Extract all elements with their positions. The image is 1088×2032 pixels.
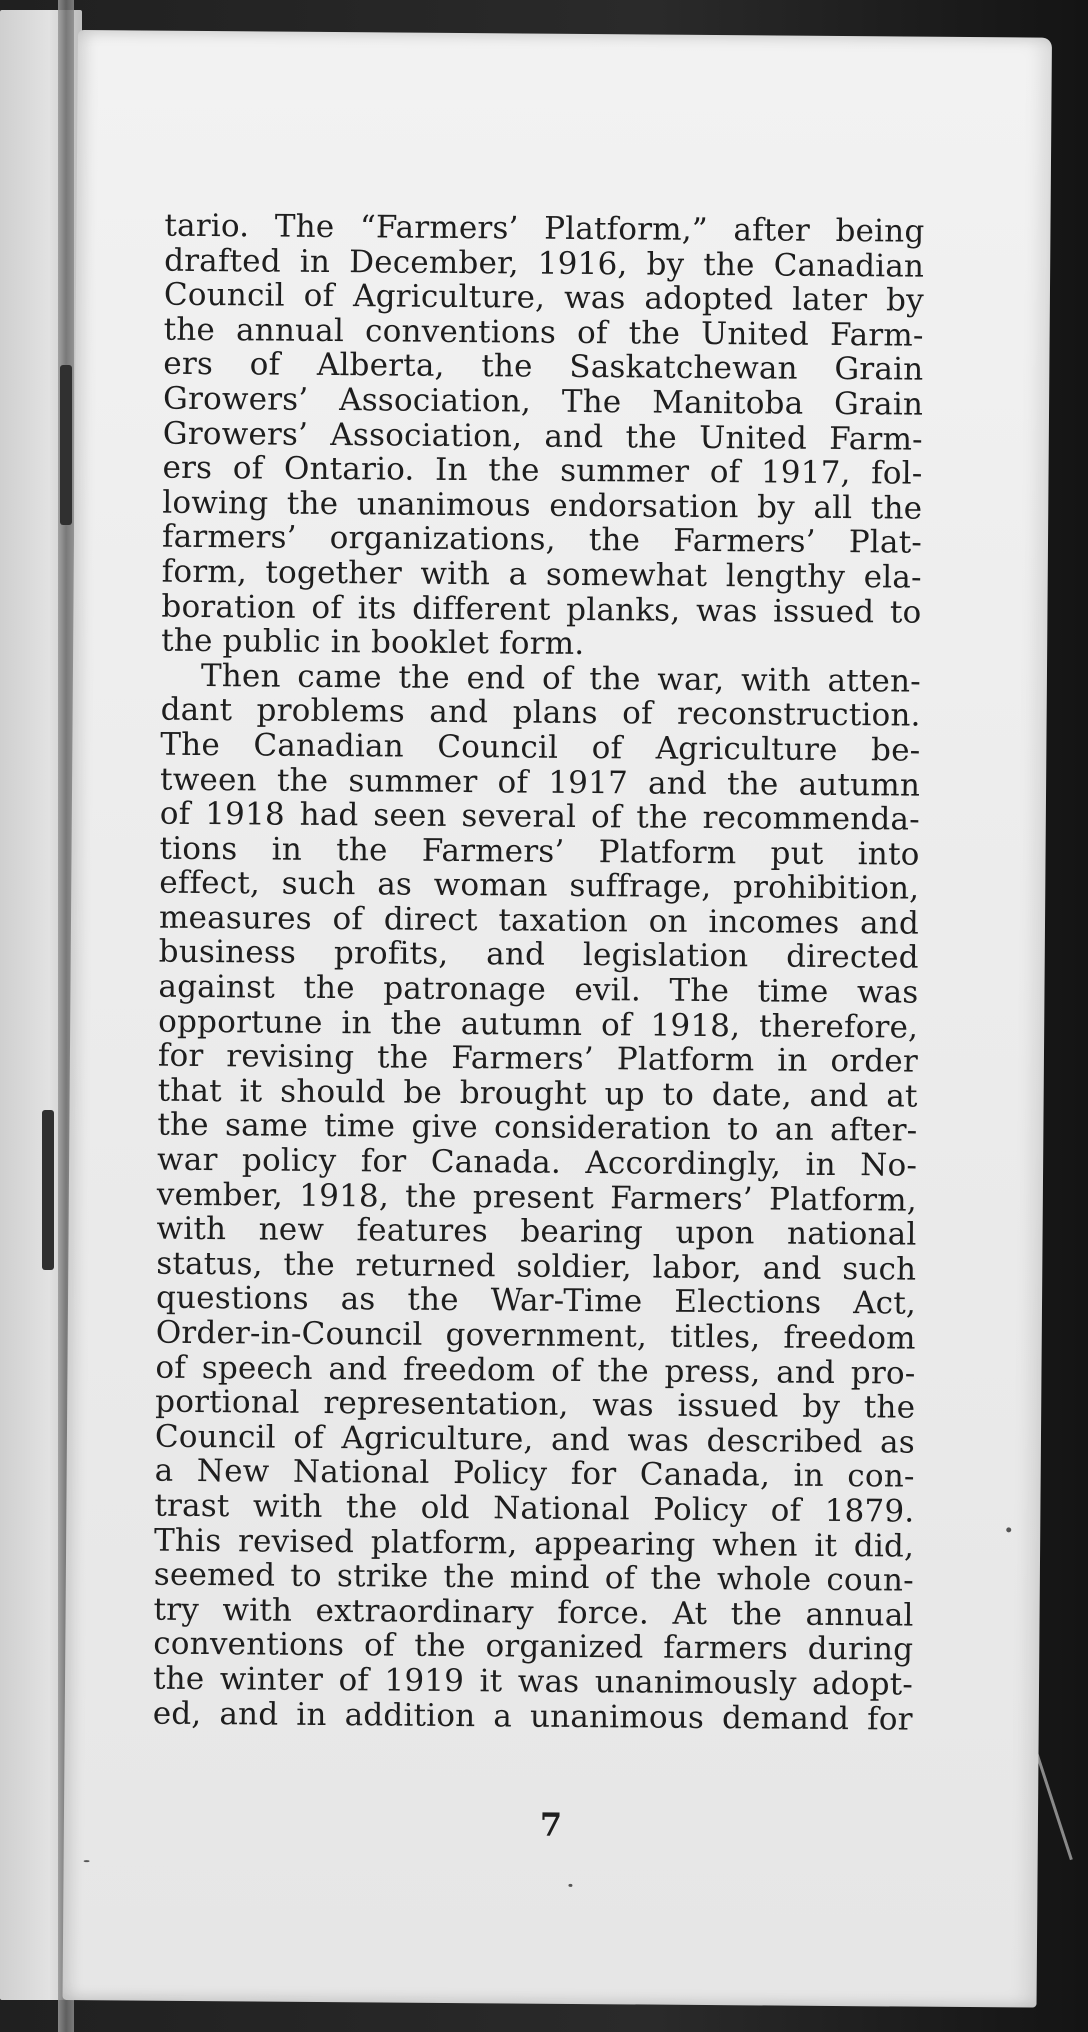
- text-line: Growers’ Association, and the United Farm-: [162, 415, 923, 458]
- text-line: ers of Ontario. In the summer of 1917, fol-: [162, 449, 923, 492]
- text-line: Council of Agriculture, was adopted later by: [163, 276, 925, 319]
- speck: [1006, 1527, 1011, 1532]
- text-line: farmers’ organizations, the Farmers’ Plat-: [161, 519, 923, 561]
- staple-top: [60, 365, 72, 525]
- text-line: measures of direct taxation on incomes and: [158, 899, 920, 942]
- text-line: with new features bearing upon national: [156, 1210, 917, 1253]
- text-line: boration of its different planks, was issued to: [161, 588, 922, 631]
- text-line: drafted in December, 1916, by the Canadian: [164, 242, 925, 285]
- speck: [84, 1860, 90, 1862]
- text-line: of 1918 had seen several of the recommenda-: [159, 795, 920, 838]
- text-line: for revising the Farmers’ Platform in order: [157, 1037, 919, 1080]
- text-line: a New National Policy for Canada, in con-: [154, 1453, 915, 1495]
- booklet-page: [63, 30, 1052, 2008]
- page-number: 7: [539, 1805, 563, 1844]
- text-line: dant problems and plans of reconstruction.: [160, 691, 921, 734]
- text-line: business profits, and legislation directed: [158, 934, 919, 977]
- text-line: trast with the old National Policy of 1879.: [154, 1487, 915, 1530]
- text-line: seemed to strike the mind of the whole coun-: [153, 1556, 914, 1599]
- body-text: [153, 209, 925, 1737]
- text-line: vember, 1918, the present Farmers’ Platform,: [156, 1176, 917, 1219]
- text-line: ers of Alberta, the Saskatchewan Grain: [163, 346, 924, 389]
- text-line: against the patronage evil. The time was: [158, 968, 919, 1011]
- text-line: The Canadian Council of Agriculture be-: [160, 726, 921, 769]
- staple-bottom: [42, 1110, 54, 1270]
- text-line: Order-in-Council government, titles, freedom: [155, 1314, 916, 1357]
- speck: [568, 1884, 572, 1887]
- text-line: tario. The “Farmers’ Platform,” after being: [164, 207, 925, 250]
- text-line: the winter of 1919 it was unanimously adopt-: [152, 1660, 914, 1703]
- text-line: Growers’ Association, The Manitoba Grain: [162, 380, 924, 423]
- text-line: opportune in the autumn of 1918, therefore,: [158, 1003, 919, 1046]
- text-line: tions in the Farmers’ Platform put into: [159, 830, 920, 873]
- text-line: Council of Agriculture, and was described as: [154, 1418, 916, 1461]
- text-line: try with extraordinary force. At the annual: [153, 1591, 914, 1634]
- text-line: war policy for Canada. Accordingly, in No-: [156, 1141, 918, 1184]
- text-line: form, together with a somewhat lengthy ela-: [161, 553, 922, 596]
- text-line: questions as the War-Time Elections Act,: [155, 1280, 917, 1323]
- text-line: lowing the unanimous endorsation by all the: [162, 484, 923, 527]
- text-line: conventions of the organized farmers during: [153, 1625, 914, 1668]
- text-line: that it should be brought up to date, and at: [157, 1072, 918, 1115]
- text-line: status, the returned soldier, labor, and such: [156, 1245, 917, 1288]
- text-line: the annual conventions of the United Farm-: [163, 311, 924, 354]
- text-line: the public in booklet form.: [161, 622, 585, 663]
- text-line: of speech and freedom of the press, and pro-: [155, 1349, 916, 1392]
- text-line: portional representation, was issued by the: [155, 1383, 916, 1426]
- text-line: Then came the end of the war, with atten-: [200, 657, 922, 700]
- text-line: This revised platform, appearing when it did,: [153, 1522, 915, 1565]
- text-line: the same time give consideration to an after-: [157, 1107, 918, 1150]
- text-line: tween the summer of 1917 and the autumn: [159, 761, 921, 804]
- text-line: ed, and in addition a unanimous demand for: [152, 1695, 913, 1738]
- text-line: effect, such as woman suffrage, prohibition,: [159, 864, 920, 907]
